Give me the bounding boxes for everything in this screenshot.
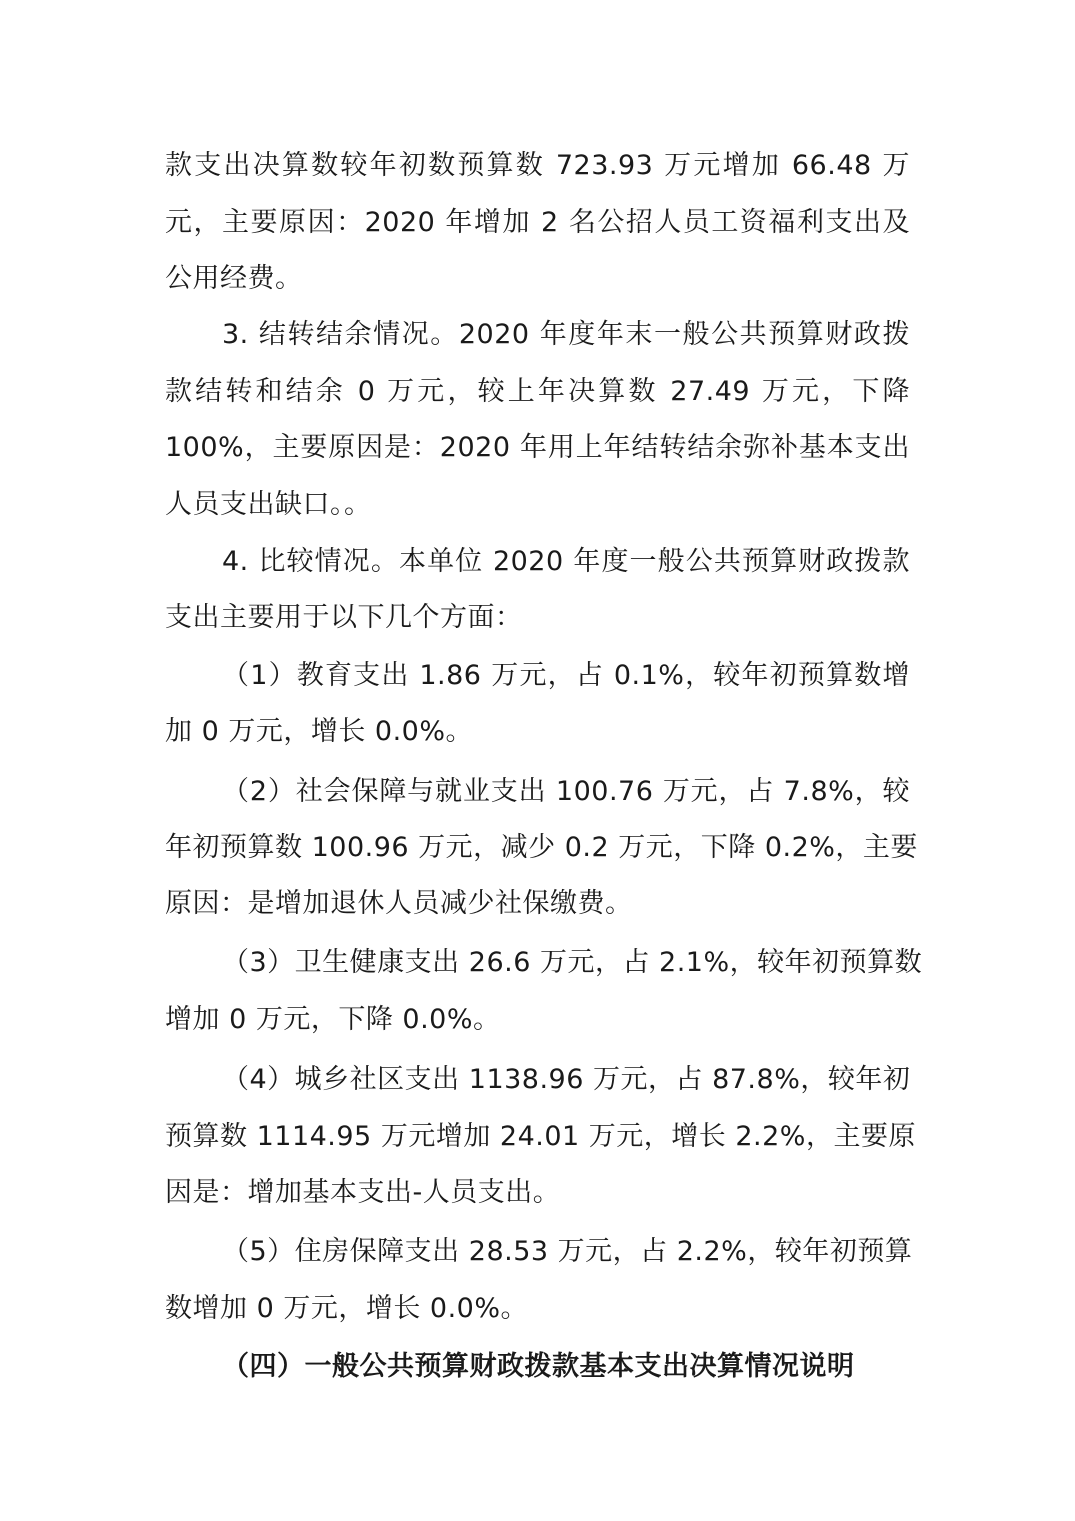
text-line: 原因：是增加退休人员减少社保缴费。 xyxy=(165,888,633,919)
text-line: 100%，主要原因是：2020 年用上年结转结余弥补基本支出 xyxy=(165,432,911,463)
text-line: 3. 结转结余情况。2020 年度年末一般公共预算财政拨 xyxy=(222,319,910,350)
text-line: 增加 0 万元，下降 0.0%。 xyxy=(165,1004,501,1035)
text-line: （4）城乡社区支出 1138.96 万元，占 87.8%，较年初 xyxy=(222,1064,911,1095)
text-line: 款结转和结余 0 万元，较上年决算数 27.49 万元，下降 xyxy=(165,376,910,407)
text-line: 预算数 1114.95 万元增加 24.01 万元，增长 2.2%，主要原 xyxy=(165,1121,916,1152)
text-line: 4. 比较情况。本单位 2020 年度一般公共预算财政拨款 xyxy=(222,546,910,577)
text-line: （5）住房保障支出 28.53 万元，占 2.2%，较年初预算 xyxy=(222,1236,913,1267)
text-line: （2）社会保障与就业支出 100.76 万元，占 7.8%，较 xyxy=(222,776,910,807)
text-line: 支出主要用于以下几个方面： xyxy=(165,602,523,633)
text-line: （3）卫生健康支出 26.6 万元，占 2.1%，较年初预算数 xyxy=(222,947,923,978)
text-line: 公用经费。 xyxy=(165,263,303,294)
text-line: 数增加 0 万元，增长 0.0%。 xyxy=(165,1293,529,1324)
text-line: 加 0 万元，增长 0.0%。 xyxy=(165,716,474,747)
text-line: 因是：增加基本支出-人员支出。 xyxy=(165,1177,561,1208)
section-heading: （四）一般公共预算财政拨款基本支出决算情况说明 xyxy=(222,1351,855,1382)
text-line: （1）教育支出 1.86 万元，占 0.1%，较年初预算数增 xyxy=(222,660,910,691)
text-line: 元，主要原因：2020 年增加 2 名公招人员工资福利支出及 xyxy=(165,207,910,238)
text-line: 款支出决算数较年初数预算数 723.93 万元增加 66.48 万 xyxy=(165,150,910,181)
text-line: 年初预算数 100.96 万元，减少 0.2 万元，下降 0.2%，主要 xyxy=(165,832,918,863)
text-line: 人员支出缺口。。 xyxy=(165,489,372,520)
